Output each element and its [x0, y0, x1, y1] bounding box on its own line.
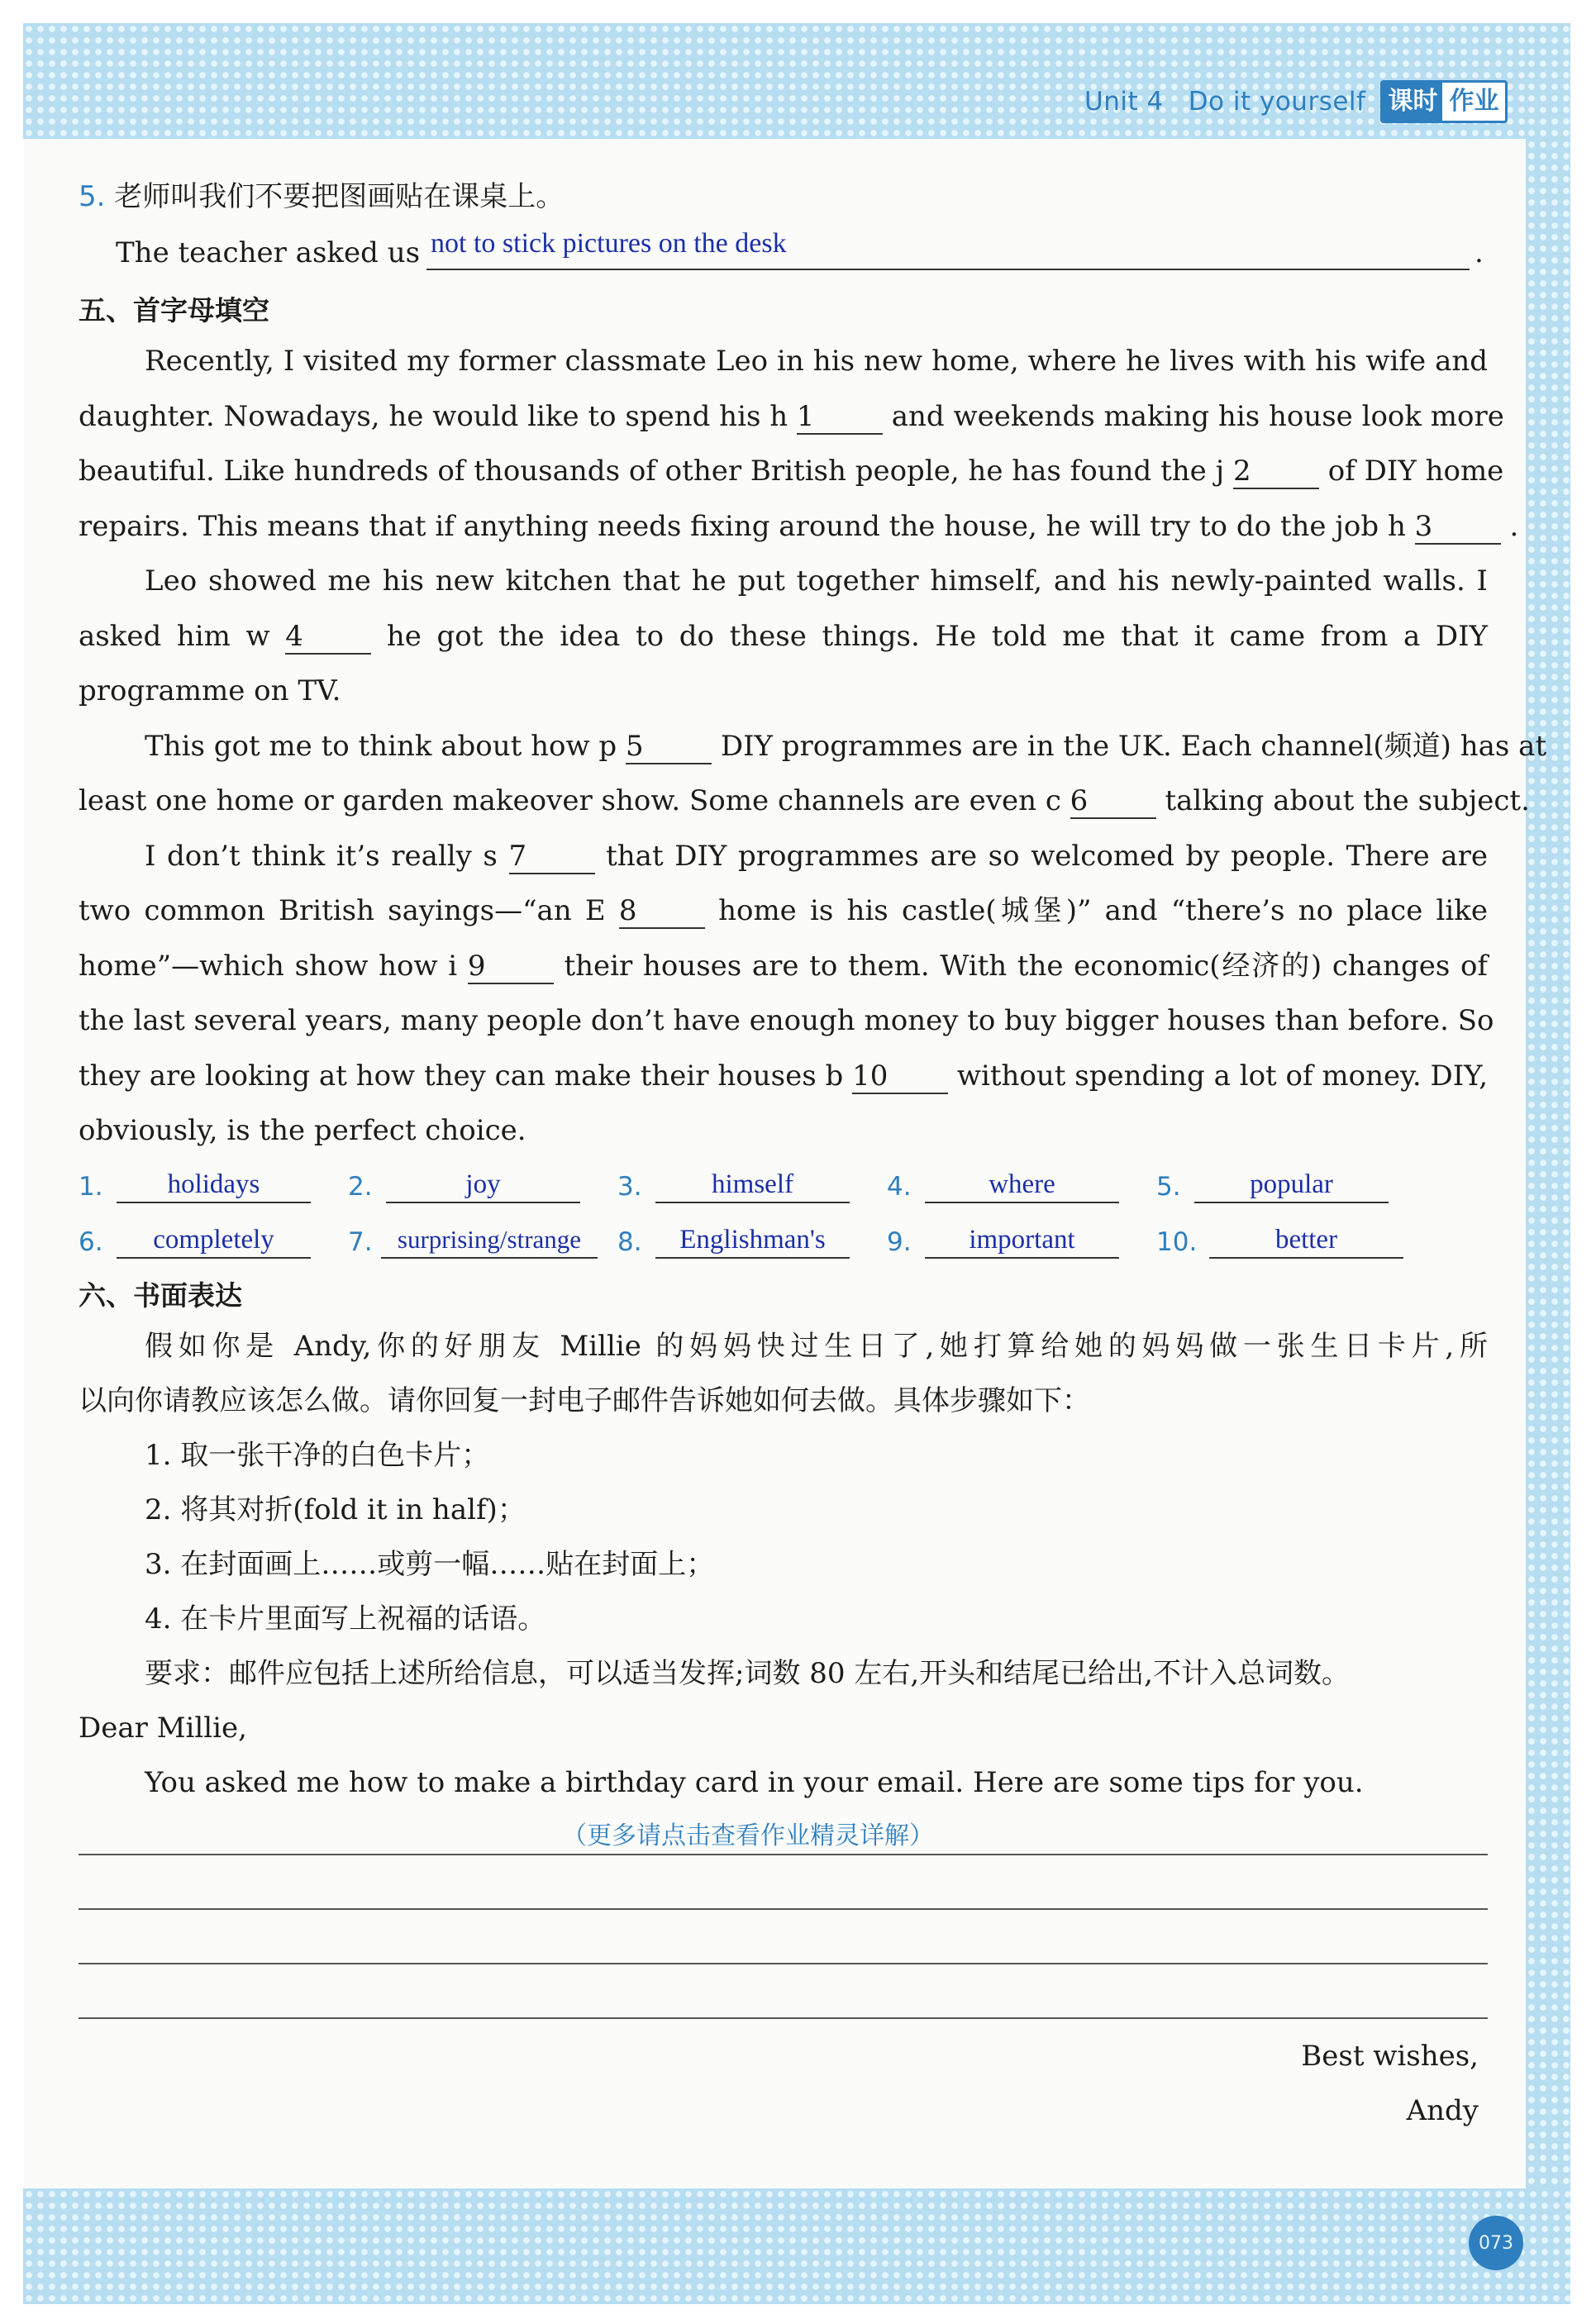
passage-line [79, 389, 1504, 444]
answer-item [348, 1167, 617, 1203]
step-item: 2. 将其对折(fold it in half)； [145, 1493, 526, 1526]
q5-period: . [1475, 236, 1484, 269]
answer-field[interactable]: popular [1194, 1167, 1389, 1203]
header-unit: Unit 4 [1084, 87, 1164, 117]
email-opening: You asked me how to make a birthday card in your email. Here are some tips for you. [145, 1766, 1364, 1799]
passage-text: beautiful. Like hundreds of thousands of other British people, he has found the j [79, 455, 1225, 488]
answer-item [1156, 1167, 1426, 1203]
answer-item [887, 1167, 1156, 1203]
passage-line [79, 664, 1488, 718]
email-closing: Best wishes, [1301, 2040, 1479, 2073]
passage-line [79, 499, 1519, 554]
answer-item [1156, 1222, 1426, 1259]
right-dotted-strip [1526, 23, 1570, 2304]
answer-number: 6. [79, 1227, 103, 1257]
section-6-requirement: 要求：邮件应包括上述所给信息，可以适当发挥;词数 80 左右,开头和结尾已给出,不计入总词数。 [145, 1657, 1350, 1690]
blank-number[interactable]: 10 [852, 1060, 948, 1094]
passage-text: the last several years, many people don’t have enough money to buy bigger houses than before. So [79, 1004, 1494, 1037]
passage-text: asked him w [79, 619, 270, 653]
passage-text: and weekends making his house look more [891, 399, 1504, 433]
blank-number[interactable]: 4 [285, 620, 371, 655]
bottom-dotted-band [23, 2188, 1570, 2304]
passage-text: . [1509, 509, 1519, 543]
answer-item [617, 1167, 887, 1203]
q5-prefix: The teacher asked us [116, 236, 421, 269]
passage-text: without spending a lot of money. DIY, [956, 1059, 1489, 1093]
passage-text: their houses are to them. With the economic(经济的) changes of [564, 949, 1488, 983]
passage-line [145, 829, 1488, 883]
passage-text: repairs. This means that if anything needs fixing around the house, he will try to do the job h [79, 509, 1406, 543]
page-number: 073 [1469, 2216, 1523, 2270]
answer-field[interactable]: important [925, 1222, 1119, 1259]
more-details-link[interactable]: （更多请点击查看作业精灵详解） [562, 1821, 934, 1850]
passage-line [79, 939, 1488, 993]
writing-line[interactable] [79, 1908, 1488, 1910]
blank-number[interactable]: 8 [619, 894, 705, 929]
writing-line[interactable] [79, 1963, 1488, 1964]
q5-answer-underline [426, 269, 1470, 270]
answer-item [79, 1222, 348, 1259]
section-6-intro-line-2: 以向你请教应该怎么做。请你回复一封电子邮件告诉她如何去做。具体步骤如下： [79, 1384, 1090, 1417]
passage-text: home”—which show how i [79, 949, 458, 983]
answer-row-1 [79, 1157, 1426, 1203]
blank-number[interactable]: 6 [1070, 784, 1156, 819]
q5-chinese: 老师叫我们不要把图画贴在课桌上。 [114, 180, 565, 213]
section-5-title: 五、首字母填空 [79, 294, 269, 326]
writing-line[interactable] [79, 1854, 1488, 1855]
passage-text: he got the idea to do these things. He told me that it came from a DIY [386, 619, 1488, 653]
answer-number: 9. [887, 1227, 912, 1257]
passage-line [79, 883, 1488, 938]
blank-number[interactable]: 7 [509, 840, 595, 874]
blank-number[interactable]: 5 [626, 730, 712, 764]
passage-line [145, 719, 1547, 774]
blank-number[interactable]: 3 [1415, 510, 1501, 545]
passage-text: obviously, is the perfect choice. [79, 1114, 526, 1147]
passage-text: This got me to think about how p [145, 729, 617, 763]
answer-field[interactable]: joy [386, 1167, 580, 1203]
header-title: Do it yourself [1188, 87, 1366, 117]
answer-item [79, 1167, 348, 1203]
answer-field[interactable]: better [1209, 1222, 1403, 1259]
passage-text: daughter. Nowadays, he would like to spend his h [79, 399, 788, 433]
answer-number: 10. [1156, 1227, 1198, 1257]
passage-text: two common British sayings—“an E [79, 894, 606, 927]
answer-number: 8. [617, 1227, 642, 1257]
step-item: 3. 在封面画上……或剪一幅……贴在封面上； [145, 1548, 715, 1581]
q5-chinese-line [79, 179, 564, 215]
answer-field[interactable]: Englishman's [655, 1222, 850, 1259]
passage-line [79, 609, 1488, 664]
passage-line [79, 774, 1530, 828]
email-greeting: Dear Millie, [79, 1712, 247, 1745]
passage-text: Recently, I visited my former classmate Leo in his new home, where he lives with his wife and [145, 345, 1488, 378]
blank-number[interactable]: 1 [797, 400, 883, 435]
passage-text: talking about the subject. [1165, 784, 1530, 817]
section-6-title: 六、书面表达 [79, 1279, 242, 1312]
answer-number: 2. [348, 1172, 373, 1202]
page-header [1084, 81, 1508, 122]
passage-text: I don’t think it’s really s [145, 839, 498, 873]
passage-text: they are looking at how they can make their houses b [79, 1059, 844, 1093]
passage-text: home is his castle(城堡)” and “there’s no place like [718, 894, 1488, 927]
answer-number: 3. [617, 1172, 642, 1202]
passage-text: of DIY home [1327, 455, 1504, 488]
q5-answer: not to stick pictures on the desk [431, 228, 787, 259]
brand-logo-part-b: 作业 [1449, 87, 1499, 116]
q5-number: 5. [79, 180, 106, 213]
answer-number: 4. [887, 1172, 912, 1202]
answer-field[interactable]: surprising/strange [381, 1222, 598, 1259]
passage-text: Leo showed me his new kitchen that he put together himself, and his newly-painted walls. I [145, 564, 1488, 598]
answer-field[interactable]: holidays [117, 1167, 311, 1203]
brand-logo-part-a: 课时 [1383, 83, 1442, 121]
section-6-intro-line-1: 假如你是 Andy,你的好朋友 Millie 的妈妈快过生日了,她打算给她的妈妈做一张生日卡片,所 [145, 1330, 1488, 1363]
passage-line [79, 993, 1494, 1048]
answer-field[interactable]: himself [655, 1167, 850, 1203]
answer-number: 5. [1156, 1172, 1181, 1202]
answer-item [348, 1222, 617, 1259]
passage-line [145, 334, 1488, 388]
blank-number[interactable]: 9 [468, 950, 554, 984]
answer-field[interactable]: completely [117, 1222, 311, 1259]
answer-item [887, 1222, 1156, 1259]
answer-number: 1. [79, 1172, 103, 1202]
step-item: 1. 取一张干净的白色卡片； [145, 1439, 490, 1472]
passage-line [79, 444, 1504, 498]
brand-logo [1380, 80, 1508, 123]
passage-line [145, 554, 1488, 608]
passage-text: DIY programmes are in the UK. Each channel(频道) has at [720, 729, 1547, 763]
passage-text: least one home or garden makeover show. Some channels are even c [79, 784, 1061, 817]
answer-item [617, 1222, 887, 1259]
step-item: 4. 在卡片里面写上祝福的话语。 [145, 1602, 546, 1636]
blank-number[interactable]: 2 [1233, 455, 1319, 489]
answer-row-2 [79, 1212, 1426, 1259]
passage-text: that DIY programmes are so welcomed by people. There are [606, 839, 1488, 873]
passage-text: programme on TV. [79, 674, 341, 707]
writing-line[interactable] [79, 2017, 1488, 2019]
email-signature: Andy [1406, 2094, 1479, 2127]
answer-number: 7. [348, 1227, 373, 1257]
passage-line [79, 1049, 1488, 1103]
passage-line [79, 1103, 1488, 1158]
answer-field[interactable]: where [925, 1167, 1119, 1203]
